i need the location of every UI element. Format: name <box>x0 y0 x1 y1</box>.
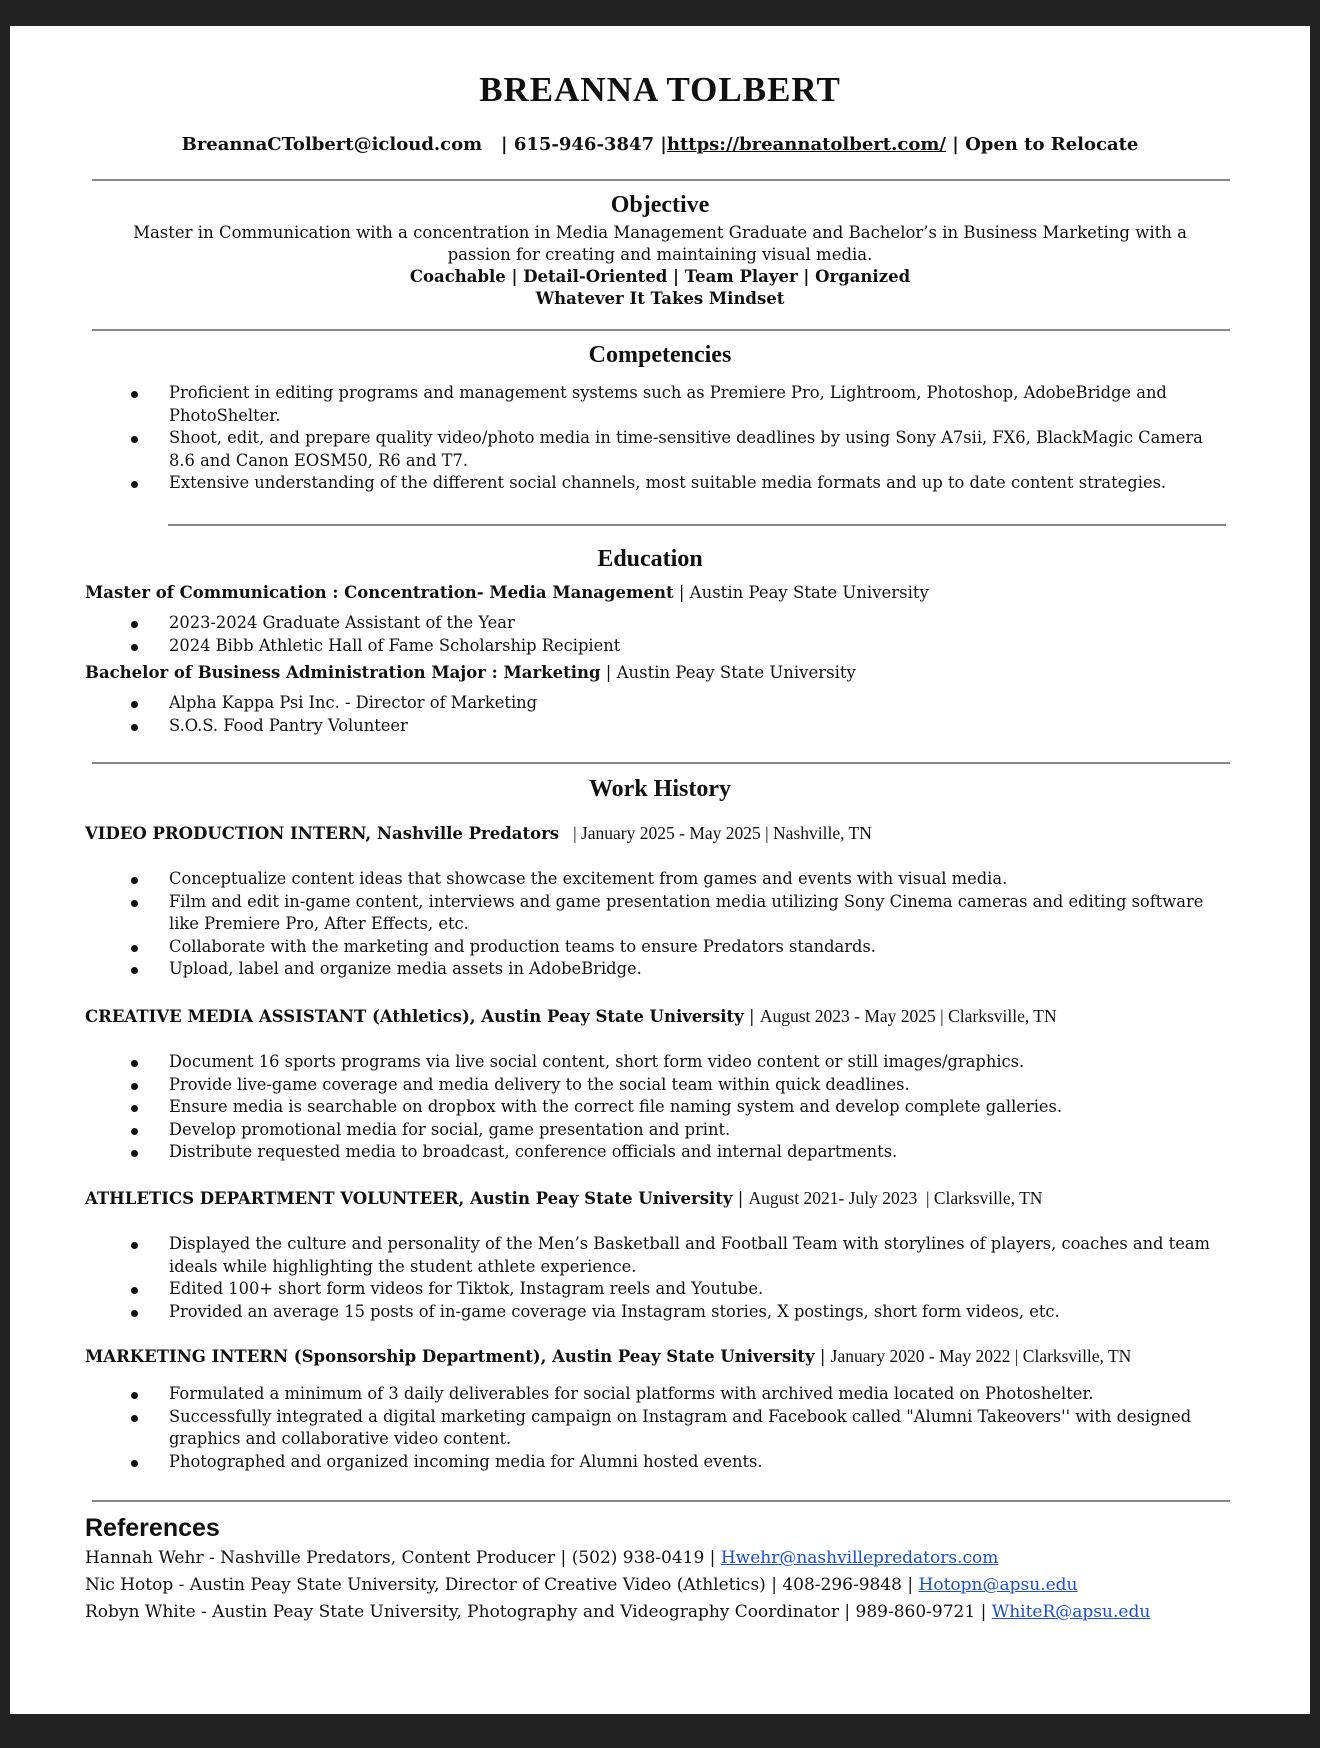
degree-items <box>92 612 1227 657</box>
list-item: Alpha Kappa Psi Inc. - Director of Marketing <box>92 692 1227 715</box>
reference-email-link[interactable]: WhiteR@apsu.edu <box>991 1602 1151 1622</box>
contact-email[interactable]: BreannaCTolbert@icloud.com <box>181 134 483 155</box>
list-item: Proficient in editing programs and management systems such as Premiere Pro, Lightroom, Photoshop, AdobeBridge and PhotoShelter. <box>92 382 1227 427</box>
list-item: Photographed and organized incoming media for Alumni hosted events. <box>92 1451 1252 1474</box>
reference-email-link[interactable]: Hotopn@apsu.edu <box>918 1575 1078 1595</box>
divider <box>92 179 1230 181</box>
job-title: MARKETING INTERN (Sponsorship Department), Austin Peay State University <box>85 1347 815 1366</box>
degree-line: Master of Communication : Concentration- Media Management | Austin Peay State University <box>85 583 929 602</box>
list-item: Provide live-game coverage and media delivery to the social team within quick deadlines. <box>92 1074 1227 1097</box>
objective-traits: Coachable | Detail-Oriented | Team Player | Organized <box>409 267 911 286</box>
list-item: 2023-2024 Graduate Assistant of the Year <box>92 612 1227 635</box>
job-dates: August 2023 - May 2025 <box>759 1006 936 1026</box>
job-items <box>92 868 1227 981</box>
job-location: Clarksville, TN <box>933 1188 1043 1208</box>
list-item: Shoot, edit, and prepare quality video/photo media in time-sensitive deadlines by using Sony A7sii, FX6, BlackMagic Camera 8.6 and Canon EOSM50, R6 and T7. <box>92 427 1227 472</box>
list-item: Formulated a minimum of 3 daily deliverables for social platforms with archived media located on Photoshelter. <box>92 1383 1252 1406</box>
list-item: Conceptualize content ideas that showcase the excitement from games and events with visual media. <box>92 868 1227 891</box>
job-title: VIDEO PRODUCTION INTERN, Nashville Predators <box>85 824 560 843</box>
reference-text: Robyn White - Austin Peay State University, Photography and Videography Coordinator | 989-860-9721 | <box>85 1602 992 1622</box>
degree-title: Bachelor of Business Administration Major : Marketing <box>85 663 601 682</box>
list-item: Collaborate with the marketing and production teams to ensure Predators standards. <box>92 936 1227 959</box>
objective-section <box>100 222 1220 310</box>
job-title: CREATIVE MEDIA ASSISTANT (Athletics), Austin Peay State University <box>85 1007 744 1026</box>
job-line: MARKETING INTERN (Sponsorship Department), Austin Peay State University | January 2020 - May 2022 | Clarksville, TN <box>85 1346 1132 1366</box>
job-dates: January 2020 - May 2022 <box>830 1346 1011 1366</box>
degree-line: Bachelor of Business Administration Major : Marketing | Austin Peay State University <box>85 663 856 682</box>
divider <box>92 762 1230 764</box>
job-location: Nashville, TN <box>773 823 872 843</box>
job-items <box>92 1233 1252 1323</box>
degree-items <box>92 692 1227 737</box>
candidate-name: BREANNA TOLBERT <box>479 70 841 109</box>
reference-line <box>85 1602 1150 1622</box>
list-item: Film and edit in-game content, interviews and game presentation media utilizing Sony Cinema cameras and editing software like Premiere Pro, After Effects, etc. <box>92 891 1227 936</box>
work-heading: Work History <box>589 776 731 802</box>
competencies-heading: Competencies <box>588 342 732 368</box>
reference-text: Hannah Wehr - Nashville Predators, Content Producer | (502) 938-0419 | <box>85 1548 721 1568</box>
job-dates: August 2021- July 2023 <box>748 1188 918 1208</box>
reference-line <box>85 1548 998 1568</box>
list-item: Provided an average 15 posts of in-game coverage via Instagram stories, X postings, short form videos, etc. <box>92 1301 1252 1324</box>
list-item: Document 16 sports programs via live social content, short form video content or still images/graphics. <box>92 1051 1227 1074</box>
list-item: Distribute requested media to broadcast, conference officials and internal departments. <box>92 1141 1227 1164</box>
list-item: Edited 100+ short form videos for Tiktok, Instagram reels and Youtube. <box>92 1278 1252 1301</box>
contact-website[interactable]: https://breannatolbert.com/ <box>666 134 946 155</box>
education-heading: Education <box>597 546 703 572</box>
contact-phone: 615-946-3847 <box>513 134 655 155</box>
competencies-list <box>92 382 1227 495</box>
job-items <box>92 1051 1227 1164</box>
divider <box>92 1500 1230 1502</box>
degree-title: Master of Communication : Concentration- Media Management <box>85 583 674 602</box>
job-line: ATHLETICS DEPARTMENT VOLUNTEER, Austin Peay State University | August 2021- July 2023 | Clarksville, TN <box>85 1188 1043 1208</box>
relocate-note: Open to Relocate <box>965 134 1139 155</box>
divider <box>92 329 1230 331</box>
job-line: VIDEO PRODUCTION INTERN, Nashville Predators | January 2025 - May 2025 | Nashville, TN <box>85 823 872 843</box>
contact-line: BreannaCTolbert@icloud.com | 615-946-3847 |https://breannatolbert.com/ | Open to Relocate <box>181 134 1139 155</box>
degree-school: Austin Peay State University <box>616 663 856 682</box>
job-line: CREATIVE MEDIA ASSISTANT (Athletics), Austin Peay State University | August 2023 - May 2025 | Clarksville, TN <box>85 1006 1057 1026</box>
objective-mindset: Whatever It Takes Mindset <box>535 289 785 308</box>
job-title: ATHLETICS DEPARTMENT VOLUNTEER, Austin Peay State University <box>85 1189 733 1208</box>
job-location: Clarksville, TN <box>948 1006 1057 1026</box>
resume-page <box>10 26 1310 1714</box>
list-item: Extensive understanding of the different social channels, most suitable media formats and up to date content strategies. <box>92 472 1227 495</box>
list-item: Successfully integrated a digital marketing campaign on Instagram and Facebook called "Alumni Takeovers'' with designed graphics and collaborative video content. <box>92 1406 1252 1451</box>
reference-text: Nic Hotop - Austin Peay State University, Director of Creative Video (Athletics) | 408-296-9848 | <box>85 1575 919 1595</box>
job-items <box>92 1383 1252 1473</box>
objective-heading: Objective <box>610 192 710 218</box>
divider <box>168 524 1226 526</box>
list-item: Displayed the culture and personality of the Men’s Basketball and Football Team with storylines of players, coaches and team ideals while highlighting the student athlete experience. <box>92 1233 1252 1278</box>
list-item: Ensure media is searchable on dropbox with the correct file naming system and develop complete galleries. <box>92 1096 1227 1119</box>
job-location: Clarksville, TN <box>1022 1346 1132 1366</box>
reference-email-link[interactable]: Hwehr@nashvillepredators.com <box>720 1548 999 1568</box>
list-item: Upload, label and organize media assets in AdobeBridge. <box>92 958 1227 981</box>
list-item: Develop promotional media for social, game presentation and print. <box>92 1119 1227 1142</box>
job-dates: January 2025 - May 2025 <box>580 823 761 843</box>
reference-line <box>85 1575 1077 1595</box>
references-heading: References <box>85 1514 220 1542</box>
list-item: 2024 Bibb Athletic Hall of Fame Scholarship Recipient <box>92 635 1227 658</box>
degree-school: Austin Peay State University <box>689 583 929 602</box>
list-item: S.O.S. Food Pantry Volunteer <box>92 715 1227 738</box>
objective-text: Master in Communication with a concentration in Media Management Graduate and Bachelor’s in Business Marketing with a passion for creating and maintaining visual media. <box>133 223 1187 264</box>
